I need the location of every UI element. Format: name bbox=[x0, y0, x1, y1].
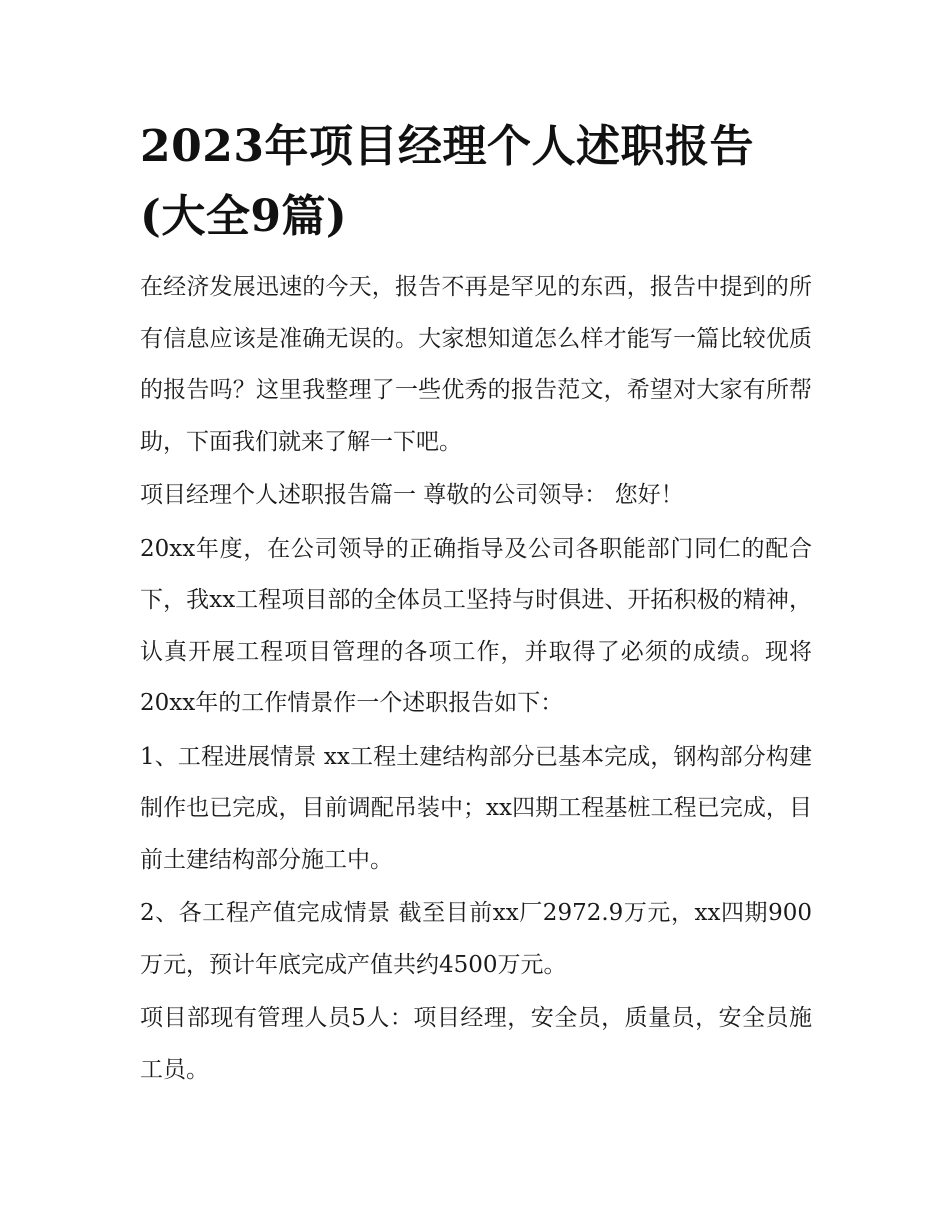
output-value-paragraph: 2、各工程产值完成情景 截至目前xx厂2972.9万元，xx四期900万元，预计年底完成产值共约4500万元。 bbox=[140, 900, 812, 978]
document-body bbox=[140, 112, 812, 1098]
greeting-paragraph: 项目经理个人述职报告篇一 尊敬的公司领导： 您好！ bbox=[140, 482, 684, 508]
document-title: 2023年项目经理个人述职报告(大全9篇) bbox=[140, 121, 754, 242]
progress-paragraph: 1、工程进展情景 xx工程土建结构部分已基本完成，钢构部分构建制作也已完成，目前调配吊装中；xx四期工程基桩工程已完成，目前土建结构部分施工中。 bbox=[140, 743, 812, 873]
staff-paragraph: 项目部现有管理人员5人：项目经理，安全员，质量员，安全员施工员。 bbox=[140, 1005, 812, 1083]
annual-summary-paragraph: 20xx年度，在公司领导的正确指导及公司各职能部门同仁的配合下，我xx工程项目部的全体员工坚持与时俱进、开拓积极的精神，认真开展工程项目管理的各项工作，并取得了必须的成绩。现将20xx年的工作情景作一个述职报告如下： bbox=[140, 535, 812, 716]
intro-paragraph: 在经济发展迅速的今天，报告不再是罕见的东西，报告中提到的所有信息应该是准确无误的。大家想知道怎么样才能写一篇比较优质的报告吗？这里我整理了一些优秀的报告范文，希望对大家有所帮助，下面我们就来了解一下吧。 bbox=[140, 274, 812, 455]
